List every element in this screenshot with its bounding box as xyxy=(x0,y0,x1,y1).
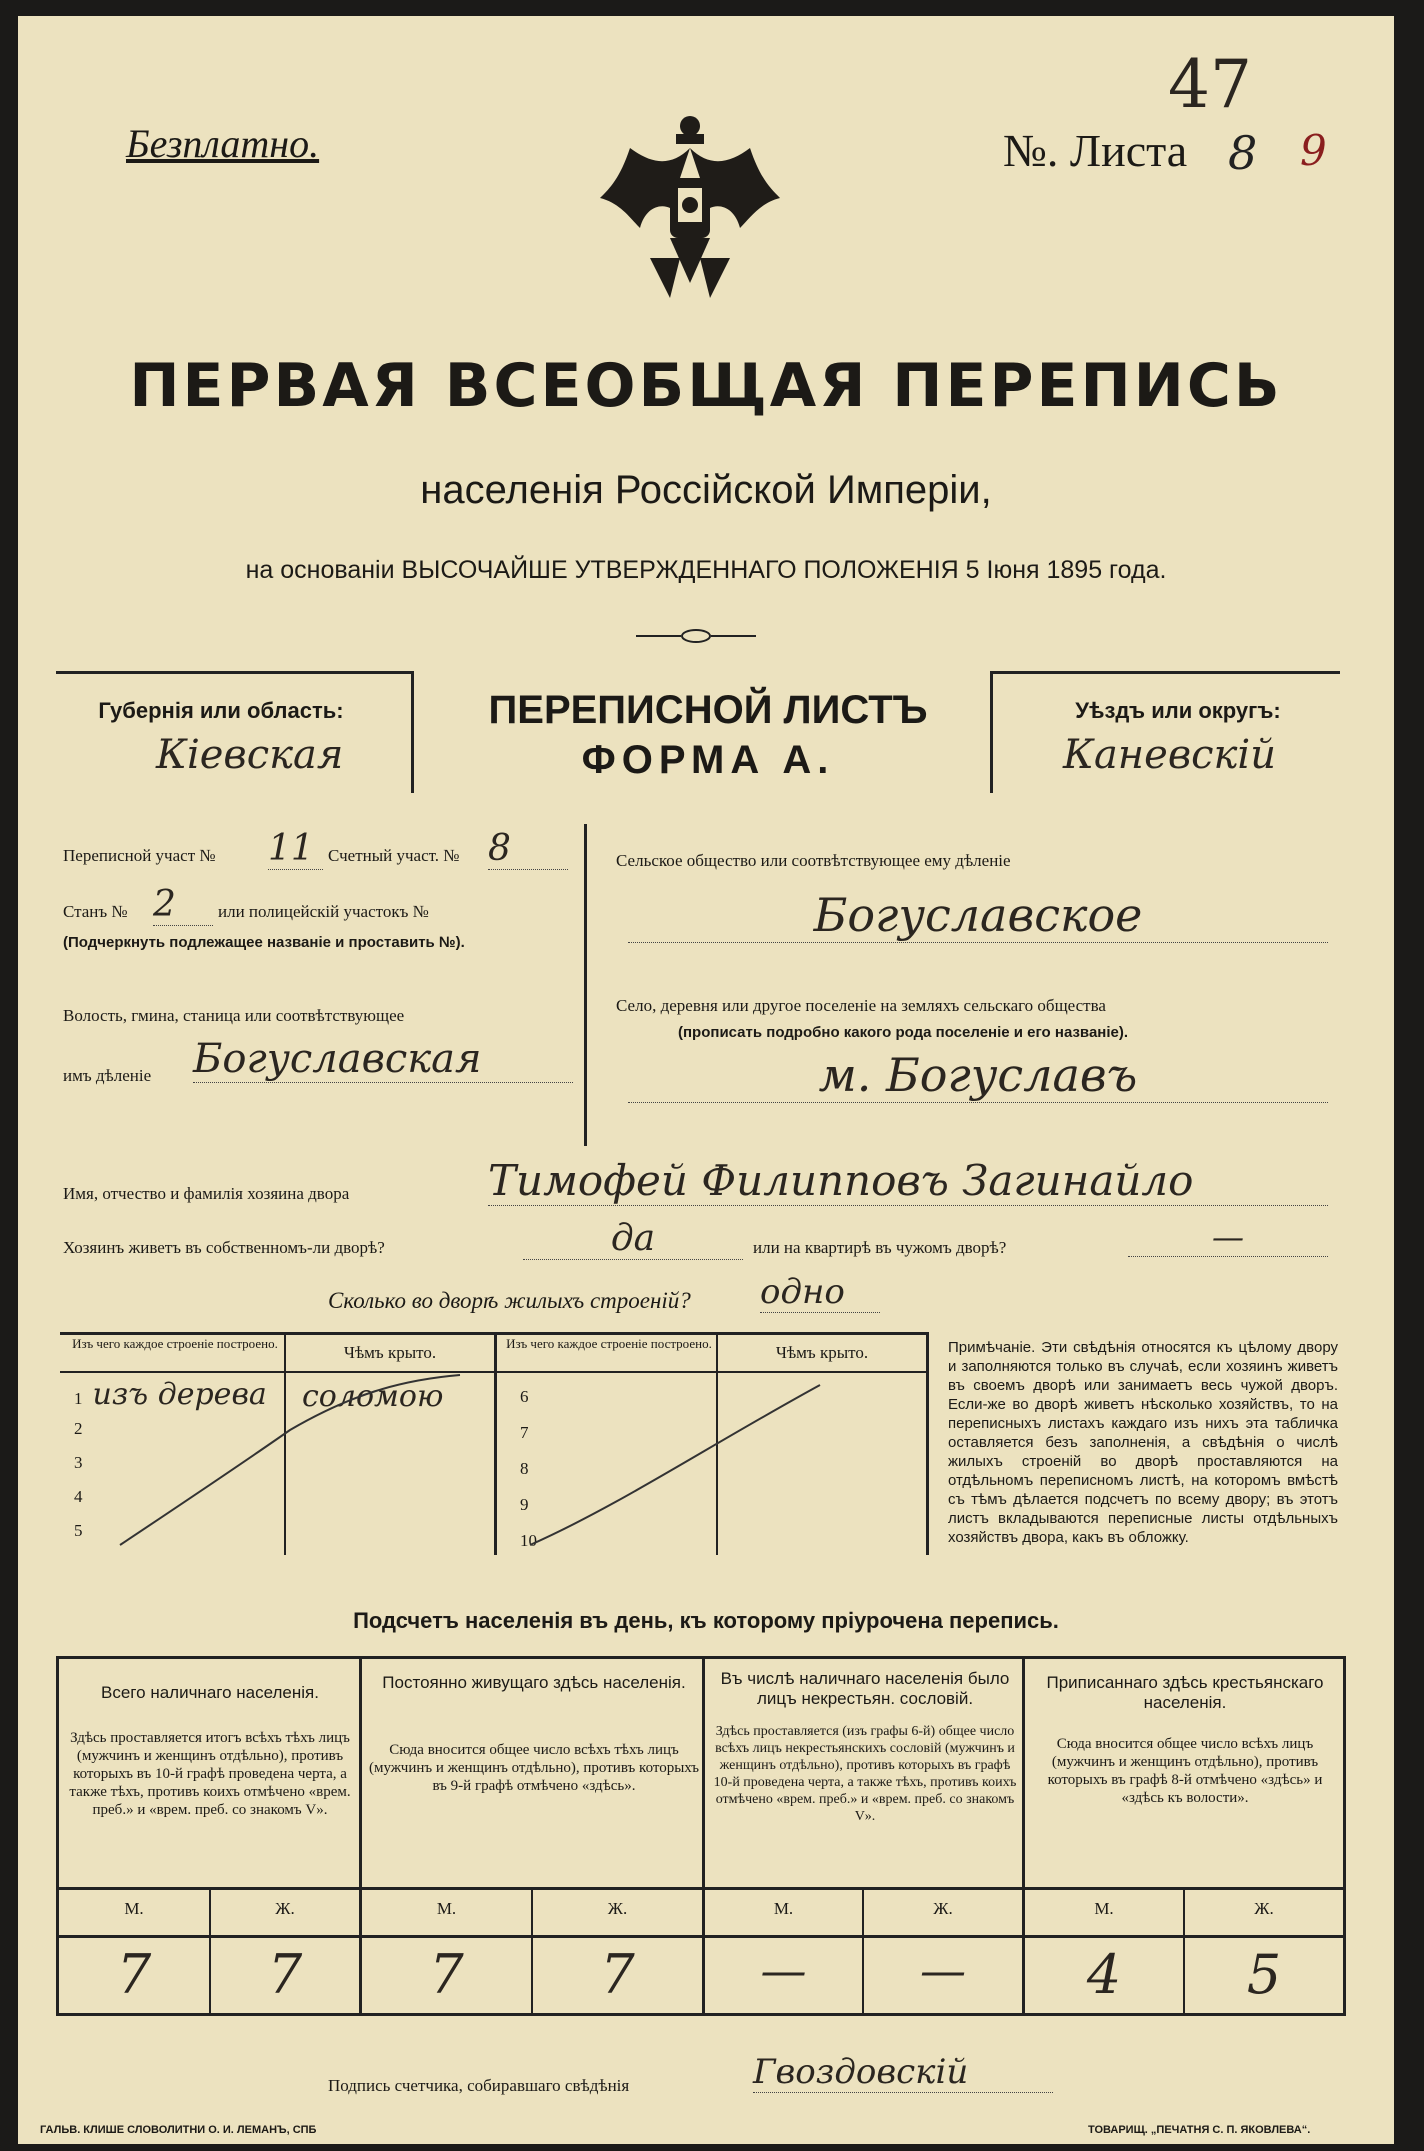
col-4-desc: Сюда вносится общее число всѣхъ лицъ (мужчинъ и женщинъ отдѣльно), противъ которыхъ въ графѣ 8-й отмѣчено «здѣсь» и «здѣсь къ волости». xyxy=(1047,1736,1323,1806)
row-number: 8 xyxy=(520,1459,529,1478)
form-name: ПЕРЕПИСНОЙ ЛИСТЪ xyxy=(488,688,928,732)
census-area-value: 11 xyxy=(268,828,323,870)
right-roof-header: Чѣмъ крыто. xyxy=(775,1343,869,1362)
footer-right: ТОВАРИЩ. „ПЕЧАТНЯ С. П. ЯКОВЛЕВА“. xyxy=(1088,2124,1311,2136)
village-note: (прописать подробно какого рода поселеніе и его названіе). xyxy=(678,1024,1129,1041)
census-form-page xyxy=(18,16,1394,2144)
sheet-number-label: №. Листа xyxy=(1003,125,1188,176)
own-yard-label: Хозяинъ живетъ въ собственномъ-ли дворѣ? xyxy=(63,1238,385,1257)
footer-left: ГАЛЬВ. КЛИШЕ СЛОВОЛИТНИ О. И. ЛЕМАНЪ, СПБ xyxy=(40,2124,317,2136)
signature-value: Гвоздовскій xyxy=(753,2052,1053,2093)
col-3-head: Въ числѣ наличнаго населенія было лицъ некрестьян. сословій. xyxy=(720,1669,1010,1708)
m-label: М. xyxy=(124,1899,144,1918)
col-2-head: Постоянно живущаго здѣсь населенія. xyxy=(382,1673,686,1692)
col-1-desc: Здѣсь проставляется итогъ всѣхъ тѣхъ лицъ (мужчинъ и женщинъ отдѣльно), противъ которыхъ въ 10-й графѣ проведена черта, а также тѣхъ, противъ коихъ отмѣчено «врем. преб.» и «врем. преб. со знакомъ V». xyxy=(69,1730,351,1818)
own-yard-value: да xyxy=(523,1218,743,1260)
f-label: Ж. xyxy=(275,1899,295,1918)
buildings-value: одно xyxy=(760,1272,880,1313)
row-number: 6 xyxy=(520,1387,529,1406)
row-material: изъ дерева xyxy=(92,1377,267,1412)
middle-divider xyxy=(584,824,587,1146)
total-male-value: 7 xyxy=(116,1943,152,2006)
registered-female-value: 5 xyxy=(1246,1943,1282,2006)
f-label: Ж. xyxy=(933,1899,953,1918)
f-label: Ж. xyxy=(1254,1899,1274,1918)
province-value: Кіевская xyxy=(156,732,344,778)
count-title: Подсчетъ населенія въ день, къ которому пріурочена перепись. xyxy=(353,1608,1059,1633)
imperial-eagle-icon xyxy=(590,108,790,308)
non-peasant-female-value: — xyxy=(920,1943,966,1997)
col-1-head: Всего наличнаго населенія. xyxy=(101,1683,319,1702)
buildings-table xyxy=(60,1332,929,1555)
col-3-desc: Здѣсь проставляется (изъ графы 6-й) общее число всѣхъ лицъ некрестьянскихъ сословій (мужчинъ и женщинъ отдѣльно), противъ которыхъ въ графѣ 10-й проведена черта, а также тѣхъ, противъ коихъ отмѣчено «врем. преб.» и «врем. преб. со знакомъ V». xyxy=(713,1724,1017,1824)
row-number: 5 xyxy=(74,1521,83,1540)
village-label: Село, деревня или другое поселеніе на земляхъ сельскаго общества xyxy=(616,996,1106,1015)
society-label: Сельское общество или соотвѣтствующее ему дѣленіе xyxy=(616,851,1011,870)
volost-label: Волость, гмина, станица или соотвѣтствующее xyxy=(63,1006,405,1025)
strike-lines xyxy=(60,1335,926,1555)
permanent-male-value: 7 xyxy=(429,1943,464,2006)
left-material-header: Изъ чего каждое строеніе построено. xyxy=(72,1336,278,1351)
total-female-value: 7 xyxy=(267,1943,303,2006)
m-label: М. xyxy=(436,1899,457,1918)
main-title: ПЕРВАЯ ВСЕОБЩАЯ ПЕРЕПИСЬ xyxy=(129,351,1283,421)
sheet-number-value-2: 9 xyxy=(1300,126,1327,175)
registered-male-value: 4 xyxy=(1086,1943,1122,2006)
owner-name-value: Тимофей Филипповъ Загинайло xyxy=(488,1156,1328,1206)
row-number: 1 xyxy=(74,1389,83,1408)
buildings-label: Сколько во дворѣ жилыхъ строеній? xyxy=(328,1288,691,1313)
row-number: 7 xyxy=(520,1423,529,1442)
stan-label: Станъ № xyxy=(63,902,128,921)
census-area-label: Переписной участ № xyxy=(63,846,216,865)
archive-number: 47 xyxy=(1168,46,1252,123)
non-peasant-male-value: — xyxy=(760,1943,807,1997)
owner-name-label: Имя, отчество и фамилія хозяина двора xyxy=(63,1184,350,1203)
province-label: Губернія или область: xyxy=(98,698,344,723)
underline-note: (Подчеркнуть подлежащее названіе и проставить №). xyxy=(63,934,465,951)
volost-value: Богуславская xyxy=(193,1036,573,1083)
signature-label: Подпись счетчика, собиравшаго свѣдѣнія xyxy=(328,2076,630,2095)
ornament-divider xyxy=(636,626,756,646)
row-roof: соломою xyxy=(302,1379,444,1414)
count-area-value: 8 xyxy=(488,828,568,870)
society-value: Богуславское xyxy=(628,888,1328,943)
rent-value: — xyxy=(1128,1218,1328,1257)
district-label: Уѣздъ или округъ: xyxy=(1075,698,1281,723)
permanent-female-value: 7 xyxy=(600,1943,635,2006)
legal-basis: на основаніи ВЫСОЧАЙШЕ УТВЕРЖДЕННАГО ПОЛОЖЕНІЯ 5 Іюня 1895 года. xyxy=(245,556,1167,584)
village-value: м. Богуславъ xyxy=(628,1048,1328,1103)
volost-label-2: имъ дѣленіе xyxy=(63,1066,152,1085)
district-value: Каневскій xyxy=(1063,732,1276,778)
remark-text: Примѣчаніе. Эти свѣдѣнія относятся къ цѣлому двору и заполняются только въ случаѣ, если хозяинъ живетъ въ своемъ дворѣ или занимаетъ весь чужой дворъ. Если-же во дворѣ живетъ нѣсколько хозяйствъ, то на переписныхъ листахъ каждаго изъ нихъ эта табличка оставляется безъ заполненія, а свѣдѣнія о числѣ жилыхъ строеній во дворѣ проставляются на отдѣльномъ переписномъ листѣ, на которомъ вмѣстѣ съ тѣмъ дѣлается подсчетъ по всему двору; въ этотъ листъ вкладываются переписные листы отдѣльныхъ хозяйствъ двора, какъ въ обложку. xyxy=(948,1339,1338,1546)
row-number: 2 xyxy=(74,1419,83,1438)
population-count-table xyxy=(56,1656,1346,2016)
rent-label: или на квартирѣ въ чужомъ дворѣ? xyxy=(753,1238,1007,1257)
sheet-number-value: 8 xyxy=(1228,126,1258,180)
district-box xyxy=(990,671,1340,793)
col-4-head: Приписаннаго здѣсь крестьянскаго населенія. xyxy=(1046,1673,1324,1712)
row-number: 10 xyxy=(520,1531,537,1550)
police-area-label: или полицейскій участокъ № xyxy=(218,902,429,921)
m-label: М. xyxy=(773,1899,794,1918)
right-material-header: Изъ чего каждое строеніе построено. xyxy=(506,1336,712,1351)
subtitle: населенія Россійской Имперіи, xyxy=(420,468,992,512)
col-2-desc: Сюда вносится общее число всѣхъ тѣхъ лицъ (мужчинъ и женщинъ отдѣльно), противъ которыхъ въ 9-й графѣ отмѣчено «здѣсь». xyxy=(369,1742,699,1794)
m-label: М. xyxy=(1094,1899,1114,1918)
province-box xyxy=(56,671,414,793)
row-number: 9 xyxy=(520,1495,529,1514)
count-area-label: Счетный участ. № xyxy=(328,846,460,865)
stan-value: 2 xyxy=(153,884,213,926)
row-number: 3 xyxy=(74,1453,83,1472)
free-label: Безплатно. xyxy=(126,121,320,166)
form-type: ФОРМА А. xyxy=(581,738,835,782)
f-label: Ж. xyxy=(607,1899,628,1918)
row-number: 4 xyxy=(74,1487,83,1506)
left-roof-header: Чѣмъ крыто. xyxy=(343,1343,437,1362)
